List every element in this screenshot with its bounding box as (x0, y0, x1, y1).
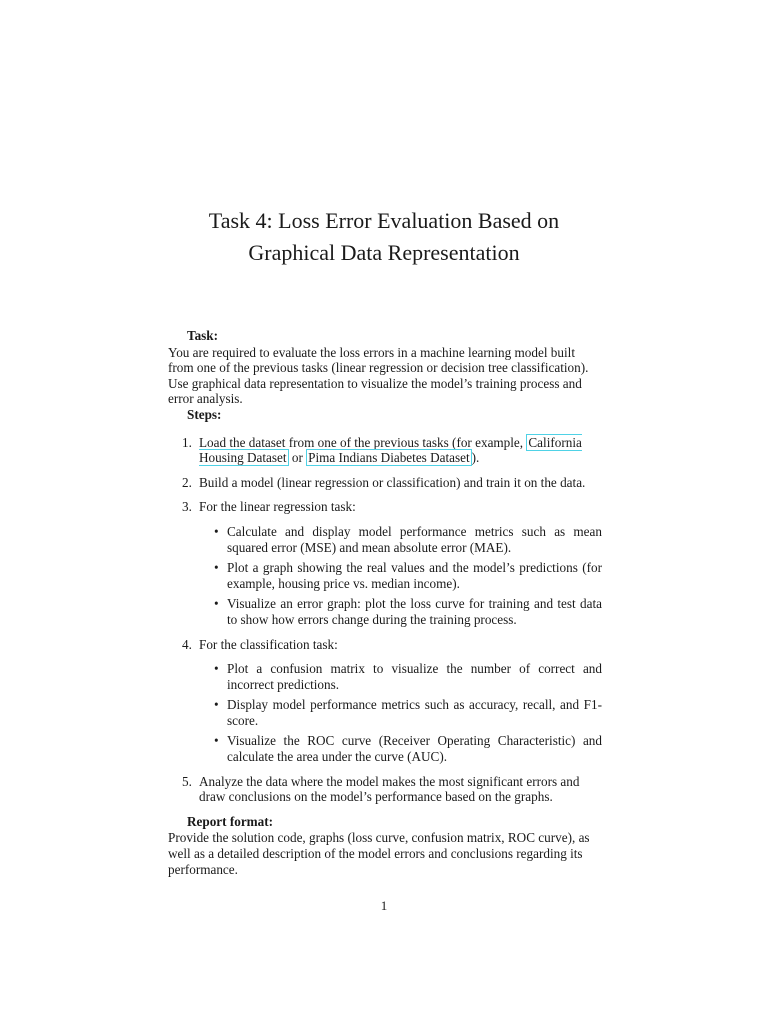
step-item-1 (168, 435, 602, 466)
bullet-icon: • (214, 661, 219, 677)
sub-item (199, 560, 602, 591)
step-number: 4. (182, 636, 192, 652)
step-number: 2. (182, 474, 192, 490)
step-text: Build a model (linear regression or classification) and train it on the data. (199, 474, 586, 490)
page-number: 1 (380, 898, 388, 913)
report-heading: Report format: (187, 813, 274, 829)
sub-item-text: Plot a confusion matrix to visualize the number of correct and incorrect predictions. (227, 661, 602, 692)
california-housing-link[interactable]: California Housing Dataset (199, 434, 582, 466)
sub-item-text: Visualize the ROC curve (Receiver Operating Characteristic) and calculate the area under the curve (AUC). (227, 733, 602, 765)
step-item-5 (168, 774, 602, 805)
bullet-icon: • (214, 733, 219, 749)
task-heading: Task: (187, 328, 219, 343)
sub-item-text: Display model performance metrics such as accuracy, recall, and F1-score. (227, 697, 602, 728)
step-text-connector: or (288, 450, 307, 466)
step-item-3 (168, 499, 602, 627)
sub-item-text: Plot a graph showing the real values and the model’s predictions (for example, housing price vs. median income). (227, 560, 602, 591)
sub-item (199, 524, 602, 555)
step-number: 3. (182, 499, 192, 515)
pima-diabetes-link[interactable]: Pima Indians Diabetes Dataset (308, 450, 470, 466)
sub-item (199, 661, 602, 692)
title-line-2: Graphical Data Representation (248, 240, 520, 265)
regression-sublist (199, 524, 602, 628)
step-item-2 (168, 475, 602, 491)
sub-item (199, 697, 602, 728)
sub-item-text: Visualize an error graph: plot the loss curve for training and test data to show how errors change during the training process. (227, 596, 602, 627)
sub-item (199, 733, 602, 764)
classification-sublist (199, 661, 602, 765)
step-number: 5. (182, 773, 192, 789)
document-body (168, 328, 602, 877)
bullet-icon: • (214, 523, 219, 539)
step-text: Load the dataset from one of the previous tasks (for example, (199, 434, 527, 450)
step-item-4 (168, 637, 602, 765)
sub-item-text: Calculate and display model performance metrics such as mean squared error (MSE) and mean absolute error (MAE). (227, 523, 602, 555)
steps-list (168, 435, 602, 805)
step-text: Analyze the data where the model makes the most significant errors and draw conclusions on the model’s performance based on the graphs. (199, 773, 580, 805)
report-paragraph: Provide the solution code, graphs (loss curve, confusion matrix, ROC curve), as well as a detailed description of the model errors and conclusions regarding its performance. (168, 830, 590, 877)
step-text: For the linear regression task: (199, 499, 356, 515)
sub-item (199, 596, 602, 627)
bullet-icon: • (214, 560, 219, 576)
task-paragraph: You are required to evaluate the loss errors in a machine learning model built from one of the previous tasks (linear regression or decision tree classification). Use graphical data representation to visualize the model’s training process and error analysis. (168, 344, 589, 407)
step-number: 1. (182, 434, 192, 450)
title-line-1: Task 4: Loss Error Evaluation Based on (208, 208, 560, 233)
step-text-end: ). (471, 450, 480, 466)
bullet-icon: • (214, 697, 219, 713)
bullet-icon: • (214, 596, 219, 612)
steps-heading: Steps: (187, 406, 222, 422)
step-text: For the classification task: (199, 636, 338, 652)
page-title (0, 205, 768, 269)
